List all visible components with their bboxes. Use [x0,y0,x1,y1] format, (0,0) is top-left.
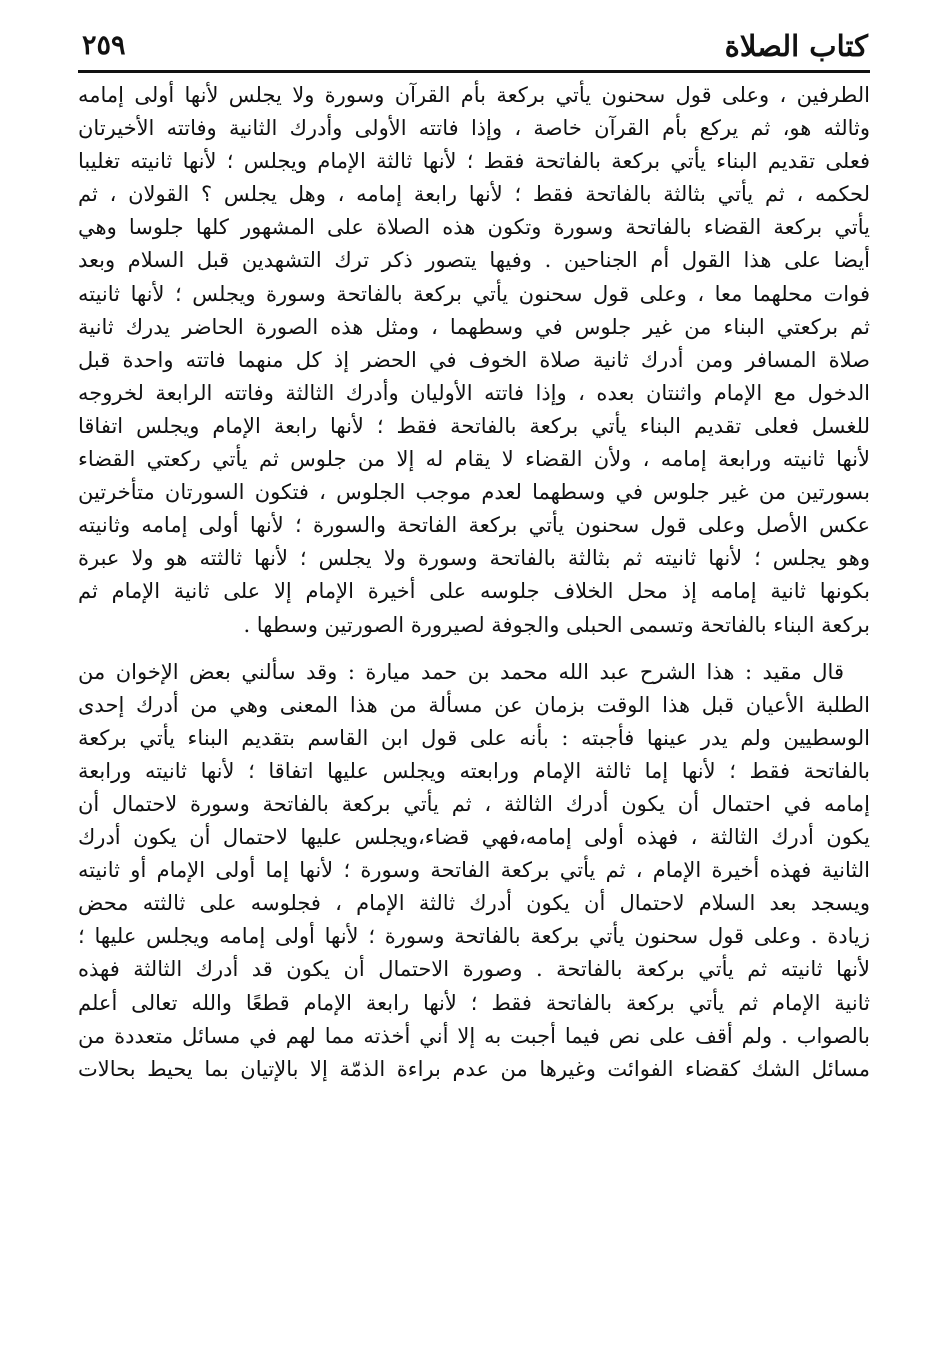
text-line: بالفاتحة فقط ؛ لأنها إما ثالثة الإمام ورابعته ويجلس عليها اتفاقا ؛ لأنها ثانيته ورابعة [78,758,870,783]
text-line: وثالثه هو، ثم يركع بأم القرآن خاصة ، وإذا فاتته الأولى وأدرك الثانية وفاتته الأخيرتان [78,116,870,141]
text-line: الطلبة الأعيان قبل هذا الوقت بزمان عن مسألة من هذا المعنى وهي من أدرك إحدى [78,692,870,717]
text-line: يكون أدرك الثالثة ، فهذه أولى إمامه،فهي قضاء،ويجلس عليها لاحتمال أن يكون أدرك [78,825,870,850]
chapter-title: كتاب الصلاة [724,29,868,63]
text-line: عكس الأصل وعلى قول سحنون يأتي بركعة الفاتحة والسورة ؛ لأنها أولى إمامه وثانيته [78,513,870,538]
text-line: ثانية الإمام ثم يأتي بركعة بالفاتحة فقط ؛ لأنها رابعة الإمام قطعًا والله تعالى أعلم [78,990,870,1015]
text-line: يأتي بركعة القضاء بالفاتحة وسورة وتكون هذه الصلاة على المشهور كلها جلوسا وهي [78,215,870,240]
paragraph-1 [78,79,870,642]
text-line: بركعة البناء بالفاتحة وتسمى الحبلى والجوفة لصيرورة الصورتين وسطها . [243,612,870,637]
text-line: مسائل الشك كقضاء الفوائت وغيرها من عدم براءة الذمّة إلا بالإتيان بما يحيط بحالات [78,1056,870,1081]
text-line: ويسجد بعد السلام لاحتمال أن يكون أدرك ثالثة الإمام ، فجلوسه على ثالثته محض [78,891,870,916]
text-line: فوات محلهما معا ، وعلى قول سحنون يأتي بركعة بالفاتحة وسورة ويجلس ؛ لأنها ثانيته [78,281,870,306]
text-line: بسورتين من غير جلوس في وسطهما لعدم موجب الجلوس ، فتكون السورتان متأخرتين [78,480,870,505]
text-line: الوسطيين ولم يدر عينها فأجبته : بأنه على قول ابن القاسم بتقديم البناء يأتي بركعة [78,725,870,750]
text-line: الثانية فهذه أخيرة الإمام ، ثم يأتي بركعة الفاتحة وسورة ؛ لأنها إما أولى الإمام أو ثانيته [78,858,870,883]
text-line: قال مقيد : هذا الشرح عبد الله محمد بن حمد ميارة : وقد سألني بعض الإخوان من [78,659,844,684]
text-line: لأنها ثانيته ورابعة إمامه ، ولأن القضاء لا يقام له إلا من جلوس ثم يأتي ركعتي القضاء [78,447,870,472]
book-page [78,26,870,1326]
text-line: أيضا على هذا القول أم الجناحين . وفيها يتصور ذكر ترك التشهدين قبل السلام وبعد [78,248,870,273]
text-line: الطرفين ، وعلى قول سحنون يأتي بركعة بأم القرآن وسورة ولا يجلس لأنها أولى إمامه [78,83,870,107]
text-line: لحكمه ، ثم يأتي بثالثة بالفاتحة فقط ؛ لأنها رابعة إمامه ، وهل يجلس ؟ القولان ، ثم [78,182,870,207]
text-line: ثم بركعتي البناء من غير جلوس في وسطهما ، ومثل هذه الصورة الحاضر يدرك ثانية [78,314,870,339]
text-line: بكونها ثانية إمامه إذ محل الخلاف جلوسه على أخيرة الإمام إلا على ثانية الإمام ثم [78,579,870,604]
page-header [78,26,870,73]
body-text [78,79,870,1086]
paragraph-2 [78,656,870,1086]
text-line: بالصواب . ولم أقف على نص فيما أجبت به إلا أني أخذته مما لهم في مسائل متعددة من [78,1023,870,1048]
page-number: ٢٥٩ [82,30,126,61]
text-line: وهو يجلس ؛ لأنها ثانيته ثم بثالثة بالفاتحة وسورة ولا يجلس ؛ لأنها ثالثته هو ولا عبرة [78,546,870,571]
text-line: صلاة المسافر ومن أدرك ثانية صلاة الخوف في الحضر إذ كل منهما فاتته واحدة قبل [78,347,870,372]
text-line: زيادة . وعلى قول سحنون يأتي بركعة بالفاتحة وسورة ؛ لأنها أولى إمامه ويجلس عليها ؛ [78,924,870,949]
text-line: الدخول مع الإمام واثنتان بعده ، وإذا فاتته الأوليان وأدرك الثالثة وفاتته الرابعة لخروجه [78,380,870,405]
text-line: فعلى تقديم البناء يأتي بركعة بالفاتحة فقط ؛ لأنها ثالثة الإمام ويجلس ؛ لأنها ثانيته تغليبا [78,149,870,174]
text-line: إمامه في احتمال أن يكون أدرك الثالثة ، ثم يأتي بركعة بالفاتحة وسورة لاحتمال أن [78,791,870,816]
text-line: لأنها ثانيته ثم يأتي بركعة بالفاتحة . وصورة الاحتمال أن يكون قد أدرك الثالثة فهذه [78,957,870,982]
text-line: للغسل فعلى تقديم البناء يأتي بركعة بالفاتحة فقط ؛ لأنها رابعة الإمام ويجلس اتفاقا [78,413,870,438]
